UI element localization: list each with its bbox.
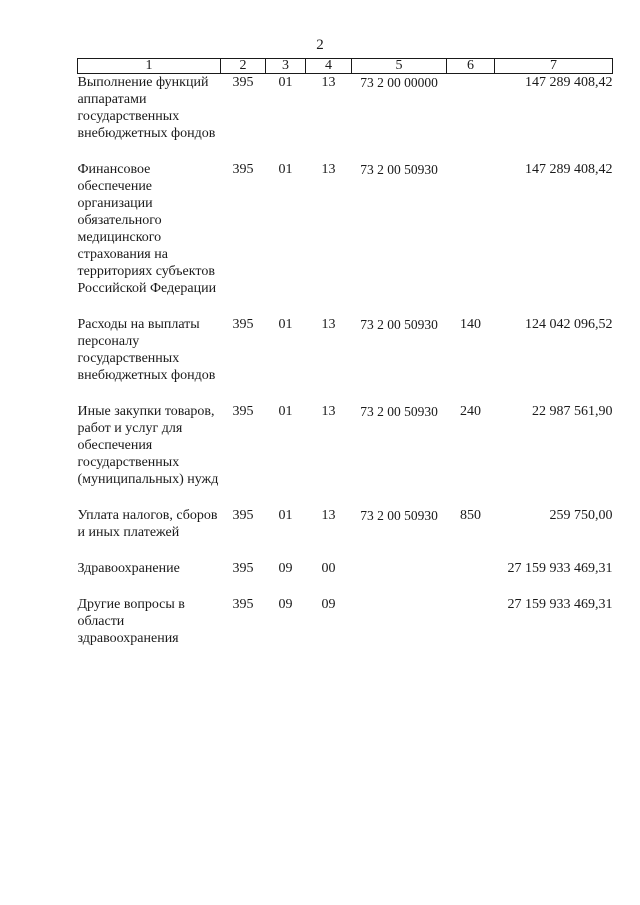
row-subsection-code: 00	[321, 561, 336, 576]
row-target-code: 73 2 00 50930	[360, 162, 438, 177]
table-row	[78, 560, 613, 596]
row-target-code	[352, 560, 447, 596]
row-section-code: 09	[278, 561, 293, 576]
row-name: Уплата налогов, сборов и иных платежей	[77, 508, 218, 540]
row-expense-type: 240	[460, 404, 481, 419]
row-name: Выполнение функций аппаратами государственных внебюджетных фондов	[77, 75, 216, 141]
table-row	[78, 74, 613, 162]
row-subsection-code: 13	[321, 162, 336, 177]
row-amount: 147 289 408,42	[525, 162, 613, 177]
row-expense-type: 140	[460, 317, 481, 332]
row-subsection-code: 13	[321, 404, 336, 419]
table-row	[78, 596, 613, 666]
row-name: Финансовое обеспечение организации обязательного медицинского страхования на территориях субъектов Российской Федерации	[77, 162, 217, 296]
row-amount: 22 987 561,90	[532, 404, 613, 419]
column-header: 5	[352, 59, 447, 74]
row-ministry-code: 395	[232, 317, 254, 332]
row-amount: 27 159 933 469,31	[507, 597, 613, 612]
row-name: Другие вопросы в области здравоохранения	[77, 597, 185, 646]
column-header: 1	[78, 59, 221, 74]
row-name: Расходы на выплаты персоналу государственных внебюджетных фондов	[77, 317, 216, 383]
table-row	[78, 316, 613, 403]
row-section-code: 09	[278, 597, 293, 612]
row-ministry-code: 395	[232, 404, 254, 419]
column-header: 6	[447, 59, 495, 74]
header-row	[78, 59, 613, 74]
row-target-code: 73 2 00 50930	[360, 508, 438, 523]
row-target-code: 73 2 00 50930	[360, 404, 438, 419]
row-name: Иные закупки товаров, работ и услуг для обеспечения государственных (муниципальных) нужд	[77, 404, 219, 487]
column-header: 2	[221, 59, 266, 74]
row-amount: 27 159 933 469,31	[507, 561, 613, 576]
page-number: 2	[316, 37, 324, 53]
row-ministry-code: 395	[232, 597, 254, 612]
row-expense-type	[447, 560, 495, 596]
row-section-code: 01	[278, 404, 293, 419]
row-amount: 259 750,00	[549, 508, 613, 523]
row-subsection-code: 13	[321, 75, 336, 90]
table-row	[78, 161, 613, 316]
row-expense-type	[447, 74, 495, 162]
row-ministry-code: 395	[232, 162, 254, 177]
row-section-code: 01	[278, 508, 293, 523]
row-subsection-code: 13	[321, 508, 336, 523]
budget-table	[77, 58, 613, 666]
row-amount: 124 042 096,52	[525, 317, 613, 332]
row-expense-type: 850	[460, 508, 481, 523]
column-header: 7	[495, 59, 613, 74]
row-target-code	[352, 596, 447, 666]
row-ministry-code: 395	[232, 508, 254, 523]
row-name: Здравоохранение	[77, 561, 180, 576]
row-target-code: 73 2 00 50930	[360, 317, 438, 332]
row-ministry-code: 395	[232, 561, 254, 576]
row-expense-type	[447, 161, 495, 316]
row-subsection-code: 09	[321, 597, 336, 612]
row-expense-type	[447, 596, 495, 666]
row-ministry-code: 395	[232, 75, 254, 90]
row-subsection-code: 13	[321, 317, 336, 332]
column-header: 4	[306, 59, 352, 74]
table-row	[78, 403, 613, 507]
column-header: 3	[266, 59, 306, 74]
row-target-code: 73 2 00 00000	[360, 75, 438, 90]
row-section-code: 01	[278, 317, 293, 332]
row-section-code: 01	[278, 75, 293, 90]
row-amount: 147 289 408,42	[525, 75, 613, 90]
row-section-code: 01	[278, 162, 293, 177]
table-row	[78, 507, 613, 560]
